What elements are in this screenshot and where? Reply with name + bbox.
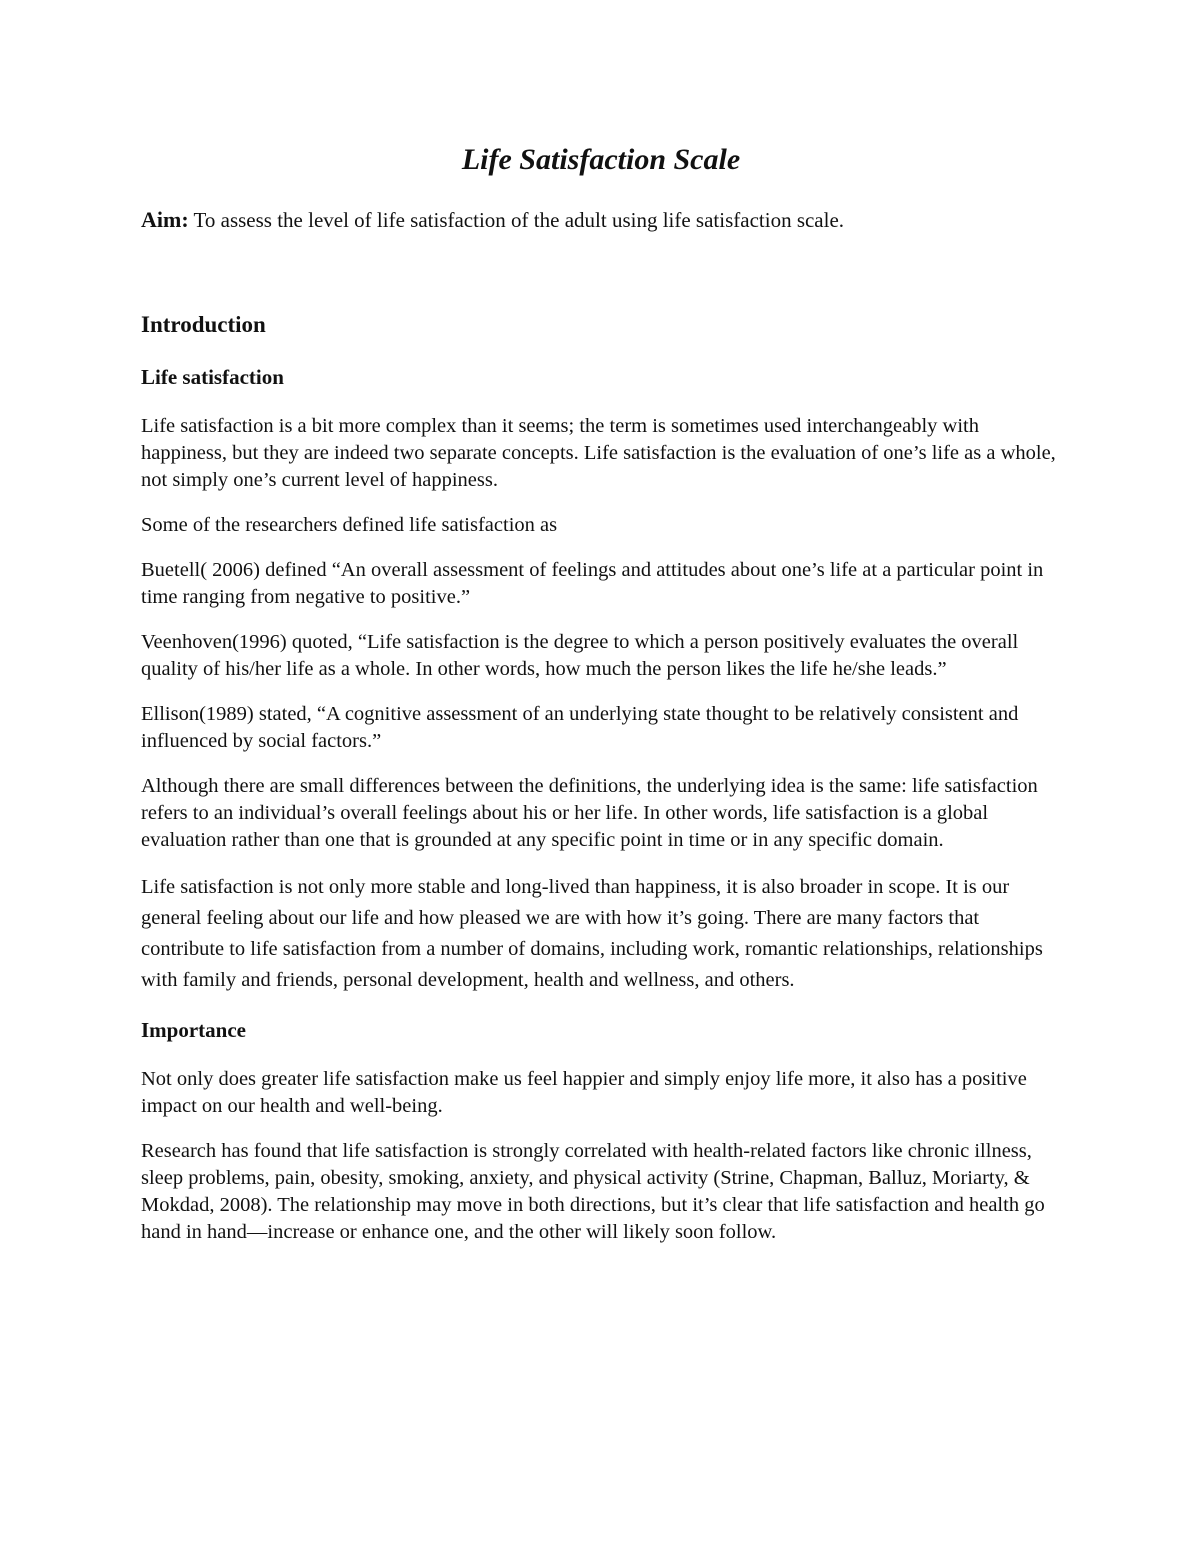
intro-paragraph: Although there are small differences between the definitions, the underlying idea is the same: life satisfaction refers to an individual’s overall feelings about his or her life. In other words, life satisfaction is a global evaluation rather than one that is grounded at any specific point in time or in any specific domain. xyxy=(141,775,1038,851)
intro-paragraph: Some of the researchers defined life satisfaction as xyxy=(141,514,558,536)
definition-paragraph: Veenhoven(1996) quoted, “Life satisfaction is the degree to which a person positively evaluates the overall quality of his/her life as a whole. In other words, how much the person likes the life he/she leads.” xyxy=(141,631,1019,680)
life-satisfaction-heading: Life satisfaction xyxy=(141,365,284,389)
aim-text: To assess the level of life satisfaction of the adult using life satisfaction scale. xyxy=(188,208,845,232)
importance-paragraph: Research has found that life satisfaction is strongly correlated with health-related factors like chronic illness, sleep problems, pain, obesity, smoking, anxiety, and physical activity (Strine, Chapman, Balluz, Moriarty, & Mokdad, 2008). The relationship may move in both directions, but it’s clear that life satisfaction and health go hand in hand—increase or enhance one, and the other will likely soon follow. xyxy=(141,1140,1045,1243)
document-title: Life Satisfaction Scale xyxy=(461,143,741,176)
intro-paragraph: Life satisfaction is a bit more complex than it seems; the term is sometimes used interchangeably with happiness, but they are indeed two separate concepts. Life satisfaction is the evaluation of one’s life as a whole, not simply one’s current level of happiness. xyxy=(141,415,1056,491)
document-body xyxy=(141,140,1061,1264)
definition-paragraph: Buetell( 2006) defined “An overall assessment of feelings and attitudes about one’s life at a particular point in time ranging from negative to positive.” xyxy=(141,559,1044,608)
aim-statement xyxy=(141,206,1061,234)
intro-paragraph: Life satisfaction is not only more stable and long-lived than happiness, it is also broader in scope. It is our general feeling about our life and how pleased we are with how it’s going. There are many factors that contribute to life satisfaction from a number of domains, including work, romantic relationships, relationships with family and friends, personal development, health and wellness, and others. xyxy=(141,876,1043,991)
definition-paragraph: Ellison(1989) stated, “A cognitive assessment of an underlying state thought to be relatively consistent and influenced by social factors.” xyxy=(141,703,1019,752)
importance-paragraph: Not only does greater life satisfaction make us feel happier and simply enjoy life more, it also has a positive impact on our health and well-being. xyxy=(141,1068,1027,1117)
importance-heading: Importance xyxy=(141,1018,246,1042)
aim-label: Aim: xyxy=(141,207,189,232)
introduction-heading: Introduction xyxy=(141,312,266,337)
